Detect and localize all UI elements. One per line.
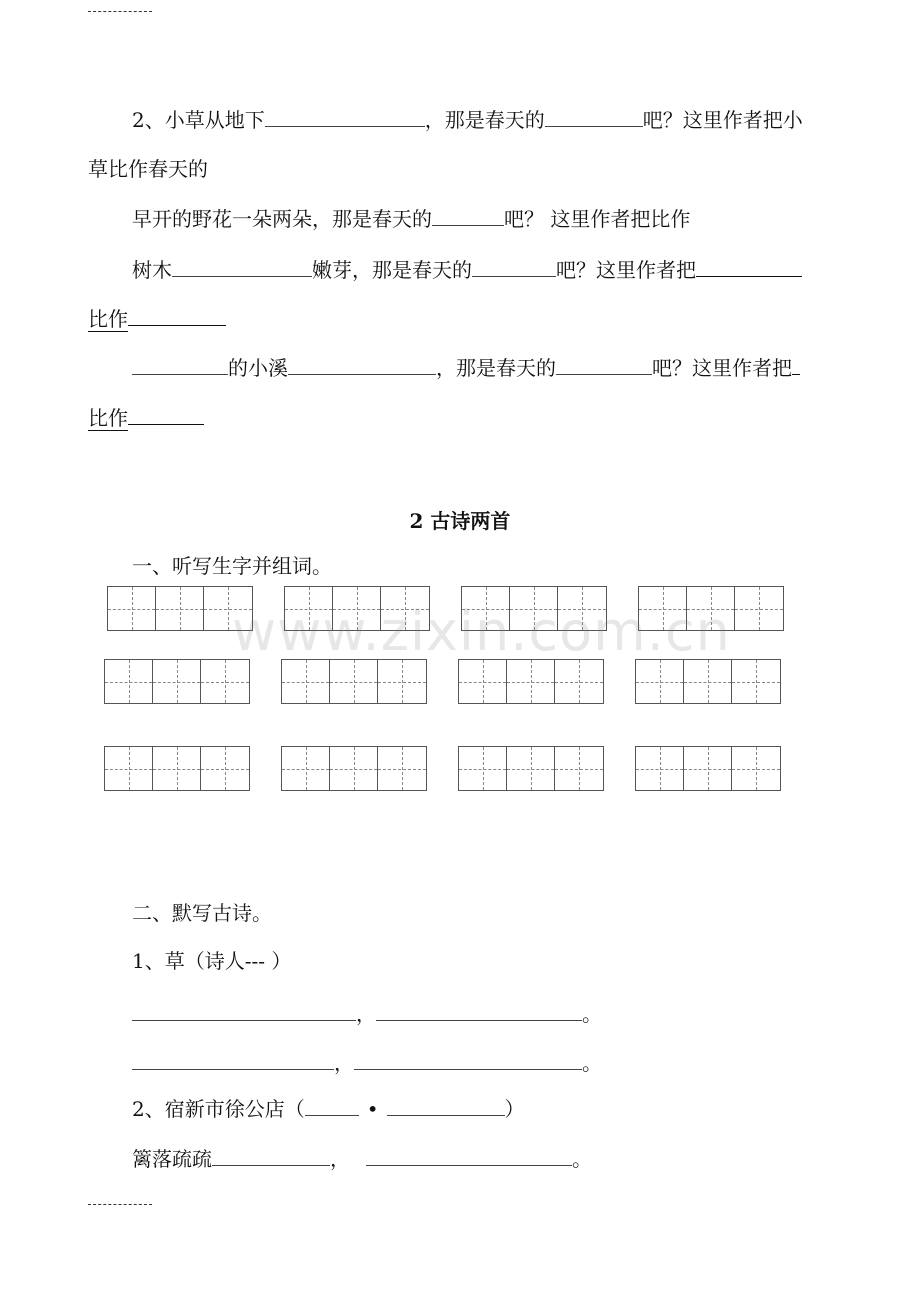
writing-grid[interactable] (458, 659, 604, 704)
text: 2、小草从地下 (132, 108, 265, 132)
grid-cell[interactable] (555, 747, 603, 790)
writing-grid[interactable] (104, 746, 250, 791)
blank[interactable] (265, 108, 425, 127)
grid-cell[interactable] (282, 747, 330, 790)
writing-grid[interactable] (458, 746, 604, 791)
line-compare-1 (88, 307, 226, 331)
text: ，那是春天的 (424, 108, 545, 132)
writing-grid[interactable] (104, 659, 250, 704)
blank[interactable] (376, 1002, 582, 1021)
poem-1-line-1 (132, 1002, 602, 1026)
poem-2-heading (132, 1097, 525, 1121)
text: 吧？这里作者把 (652, 356, 792, 380)
blank[interactable] (172, 258, 312, 277)
line-wildflower (132, 207, 690, 231)
text: ， (330, 1147, 350, 1171)
text: 。 (572, 1147, 592, 1171)
poem-1-heading: 1、草（诗人--- ） (132, 949, 292, 973)
grid-cell[interactable] (732, 747, 780, 790)
text: ） (504, 1097, 525, 1121)
grid-cell[interactable] (636, 747, 684, 790)
text: 。 (582, 1002, 602, 1026)
grid-cell[interactable] (330, 747, 378, 790)
grid-cell[interactable] (684, 660, 732, 703)
line-stream (132, 356, 800, 380)
blank[interactable] (132, 1051, 334, 1070)
grid-cell[interactable] (459, 660, 507, 703)
writing-grid[interactable] (461, 586, 607, 631)
text: 篱落疏疏 (132, 1147, 212, 1171)
grid-cell[interactable] (333, 587, 381, 630)
blank[interactable] (387, 1097, 505, 1116)
text: 的小溪 (228, 356, 288, 380)
grid-cell[interactable] (732, 660, 780, 703)
line-tree (132, 258, 802, 282)
grid-cell[interactable] (507, 660, 555, 703)
text: 树木 (132, 258, 172, 282)
text: 吧？这里作者把 (556, 258, 696, 282)
grid-cell[interactable] (684, 747, 732, 790)
writing-grid[interactable] (107, 586, 253, 631)
blank[interactable] (792, 356, 800, 375)
blank[interactable] (132, 1002, 356, 1021)
text: 草比作春天的 (88, 157, 208, 181)
part-2-heading: 二、默写古诗。 (132, 901, 272, 925)
writing-grid[interactable] (635, 659, 781, 704)
text: ， (334, 1051, 354, 1075)
poem-1-line-2 (132, 1051, 602, 1075)
blank[interactable] (432, 207, 504, 226)
text: 早开的野花一朵两朵，那是春天的 (132, 207, 432, 231)
grid-cell[interactable] (459, 747, 507, 790)
grid-cell[interactable] (108, 587, 156, 630)
blank[interactable] (472, 258, 556, 277)
grid-cell[interactable] (285, 587, 333, 630)
text: 。 (582, 1051, 602, 1075)
blank[interactable] (288, 356, 436, 375)
writing-grid[interactable] (281, 659, 427, 704)
blank[interactable] (556, 356, 652, 375)
blank[interactable] (305, 1097, 359, 1116)
grid-cell[interactable] (330, 660, 378, 703)
blank[interactable] (132, 356, 228, 375)
poem-2-line-1 (132, 1147, 592, 1171)
line-compare-2 (88, 406, 204, 430)
blank[interactable] (128, 307, 226, 326)
blank[interactable] (545, 108, 643, 127)
grid-cell[interactable] (378, 660, 426, 703)
grid-cell[interactable] (507, 747, 555, 790)
text: 2、宿新市徐公店（ (132, 1097, 305, 1121)
grid-cell[interactable] (378, 747, 426, 790)
text: ，那是春天的 (436, 356, 556, 380)
grid-cell[interactable] (204, 587, 252, 630)
grid-cell[interactable] (510, 587, 558, 630)
text: 吧？这里作者把小 (642, 108, 803, 132)
writing-grid[interactable] (635, 746, 781, 791)
grid-cell[interactable] (153, 660, 201, 703)
grid-cell[interactable] (555, 660, 603, 703)
blank[interactable] (366, 1147, 572, 1166)
grid-cell[interactable] (201, 747, 249, 790)
question-2-line-2 (88, 157, 208, 181)
grid-cell[interactable] (153, 747, 201, 790)
text: • (366, 1097, 379, 1121)
footer-dashed-rule (88, 1204, 152, 1205)
text: 吧？ 这里作者把比作 (504, 207, 691, 231)
grid-cell[interactable] (105, 660, 153, 703)
grid-cell[interactable] (282, 660, 330, 703)
grid-cell[interactable] (636, 660, 684, 703)
grid-cell[interactable] (687, 587, 735, 630)
blank[interactable] (696, 258, 802, 277)
writing-grid[interactable] (281, 746, 427, 791)
writing-grid[interactable] (284, 586, 430, 631)
grid-cell[interactable] (558, 587, 606, 630)
part-1-heading: 一、听写生字并组词。 (132, 554, 332, 578)
text: ， (356, 1002, 376, 1026)
blank[interactable] (212, 1147, 330, 1166)
grid-cell[interactable] (639, 587, 687, 630)
question-2-line-1 (132, 108, 803, 132)
grid-cell[interactable] (735, 587, 783, 630)
grid-cell[interactable] (156, 587, 204, 630)
writing-grid[interactable] (638, 586, 784, 631)
header-dashed-rule (88, 11, 152, 12)
text: 比作 (88, 406, 128, 430)
blank[interactable] (354, 1051, 582, 1070)
grid-cell[interactable] (381, 587, 429, 630)
grid-cell[interactable] (201, 660, 249, 703)
text: 比作 (88, 307, 128, 331)
text: 嫩芽，那是春天的 (312, 258, 472, 282)
watermark: www.zixin.com.cn (232, 600, 731, 663)
blank[interactable] (128, 406, 204, 425)
grid-cell[interactable] (105, 747, 153, 790)
lesson-title: 2 古诗两首 (409, 509, 511, 533)
grid-cell[interactable] (462, 587, 510, 630)
